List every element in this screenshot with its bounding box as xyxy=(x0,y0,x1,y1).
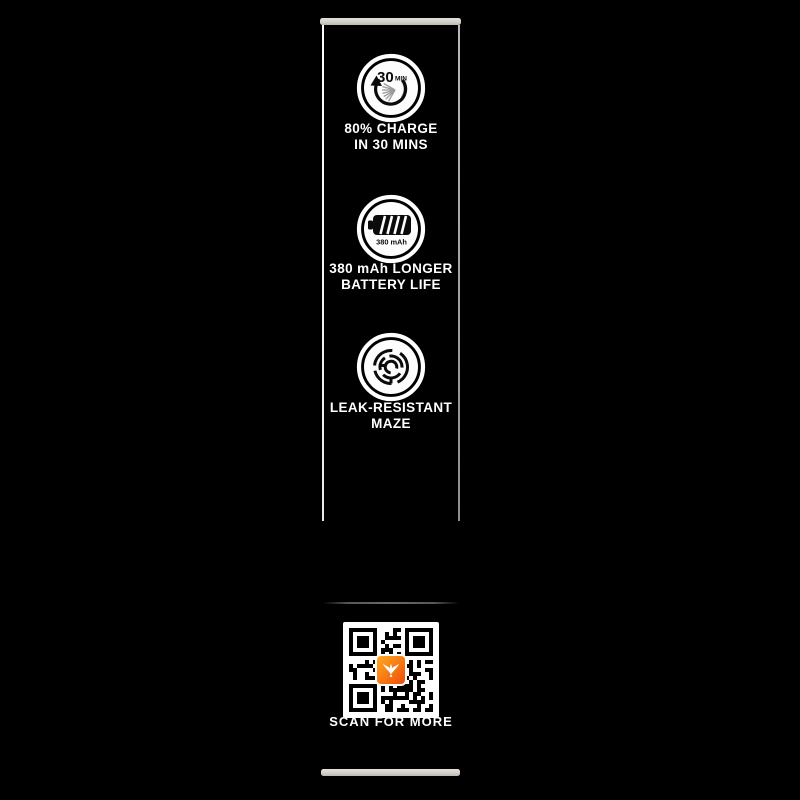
box-bottom-cap xyxy=(321,769,460,776)
feature-maze-caption xyxy=(291,400,491,431)
caption-line: 80% CHARGE xyxy=(344,121,438,136)
scan-for-more-label: SCAN FOR MORE xyxy=(329,714,453,729)
feature-battery-caption xyxy=(291,261,491,292)
timer-30min-icon xyxy=(356,53,426,123)
wing-logo-icon xyxy=(377,656,405,684)
feature-fast-charge-caption xyxy=(291,121,491,152)
qr-code xyxy=(343,622,439,718)
battery-icon xyxy=(356,194,426,264)
caption-line: LEAK-RESISTANT xyxy=(329,400,453,415)
maze-icon xyxy=(356,332,426,402)
caption-line: BATTERY LIFE xyxy=(341,276,441,292)
caption-line: 380 mAh LONGER xyxy=(329,261,453,276)
badge-380mah: 380 mAh xyxy=(376,237,407,247)
badge-min: MIN xyxy=(395,75,407,83)
box-fold-line xyxy=(323,602,459,604)
caption-line: IN 30 MINS xyxy=(354,136,428,152)
badge-30: 30 xyxy=(377,69,394,86)
box-top-cap xyxy=(320,18,461,25)
caption-line: MAZE xyxy=(371,415,411,431)
